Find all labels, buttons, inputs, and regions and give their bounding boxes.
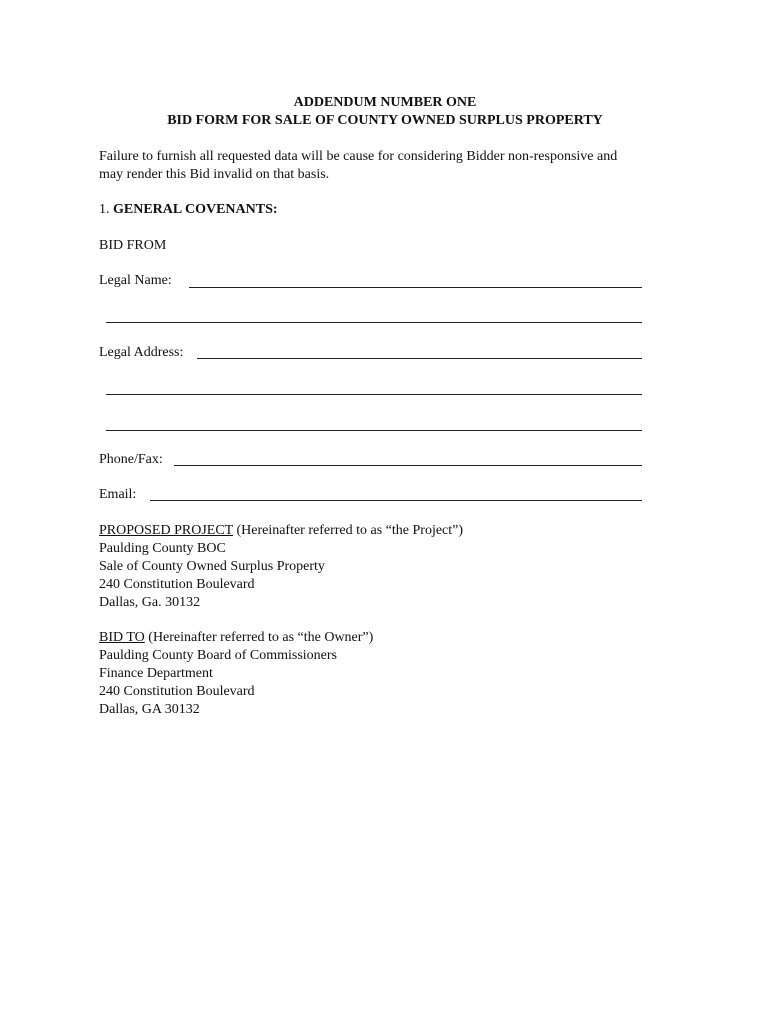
legal-address-line[interactable]	[197, 358, 642, 359]
bid-to-line: 240 Constitution Boulevard	[99, 684, 255, 699]
proposed-project-line: Dallas, Ga. 30132	[99, 595, 201, 610]
document-title: ADDENDUM NUMBER ONE	[293, 95, 477, 110]
legal-name-line[interactable]	[189, 287, 642, 288]
bid-from-label: BID FROM	[99, 238, 167, 253]
bid-to-heading: BID TO	[99, 630, 145, 645]
document-subtitle: BID FORM FOR SALE OF COUNTY OWNED SURPLUS PROPERTY	[167, 113, 603, 128]
legal-address-line-2[interactable]	[106, 394, 642, 395]
bid-to-line: Finance Department	[99, 666, 213, 681]
legal-name-label: Legal Name:	[99, 273, 172, 288]
email-label: Email:	[99, 487, 137, 502]
proposed-project-heading: PROPOSED PROJECT	[99, 523, 233, 538]
bid-to-line: Dallas, GA 30132	[99, 702, 200, 717]
proposed-project-line: Sale of County Owned Surplus Property	[99, 559, 325, 574]
proposed-project-line: Paulding County BOC	[99, 541, 226, 556]
phone-fax-line[interactable]	[174, 465, 642, 466]
proposed-project-note: (Hereinafter referred to as “the Project”)	[232, 523, 464, 538]
section-title: GENERAL COVENANTS:	[113, 202, 278, 217]
legal-address-line-3[interactable]	[106, 430, 642, 431]
proposed-project-heading-line	[99, 522, 463, 540]
bid-to-note: (Hereinafter referred to as “the Owner”)	[144, 630, 374, 645]
email-line[interactable]	[150, 500, 642, 501]
intro-line-1: Failure to furnish all requested data will be cause for considering Bidder non-responsive and	[99, 149, 618, 164]
section-heading	[99, 201, 278, 219]
proposed-project-line: 240 Constitution Boulevard	[99, 577, 255, 592]
legal-address-label: Legal Address:	[99, 345, 184, 360]
intro-line-2: may render this Bid invalid on that basis.	[99, 167, 330, 182]
section-number: 1.	[99, 202, 110, 217]
legal-name-line-2[interactable]	[106, 322, 642, 323]
phone-fax-label: Phone/Fax:	[99, 452, 163, 467]
bid-to-line: Paulding County Board of Commissioners	[99, 648, 337, 663]
bid-to-heading-line	[99, 629, 373, 647]
